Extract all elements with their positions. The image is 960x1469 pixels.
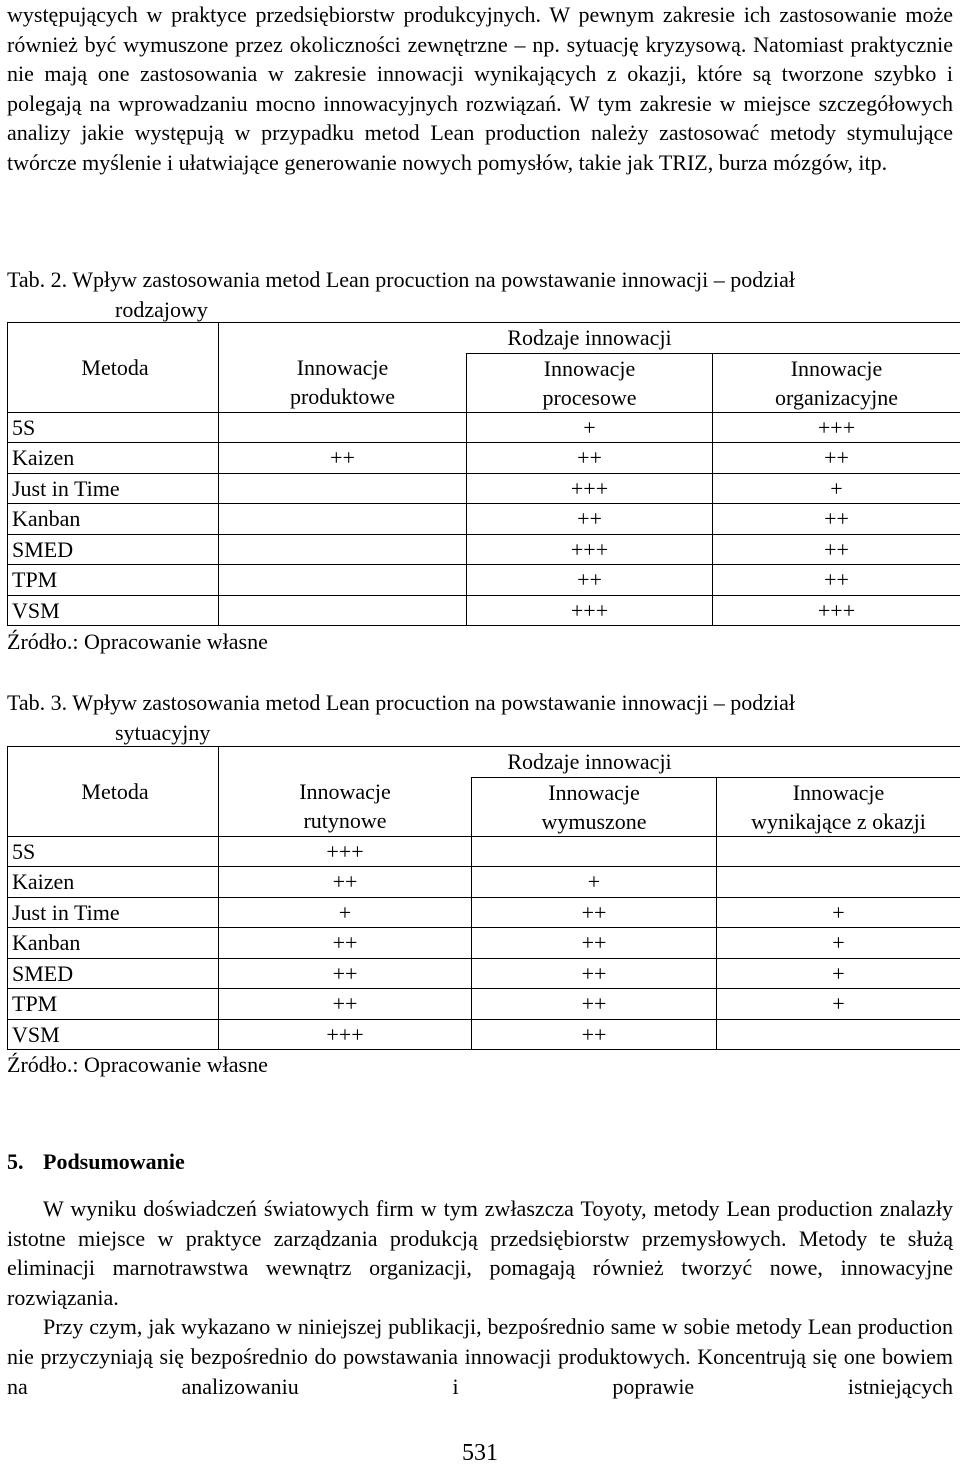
table2-method-kaizen: Kaizen	[8, 443, 219, 474]
table3-caption	[7, 688, 953, 748]
table3-caption-line1: Tab. 3. Wpływ zastosowania metod Lean procuction na powstawanie innowacji – podział	[7, 690, 795, 715]
table3-cell: +	[717, 989, 960, 1020]
table-row	[8, 534, 960, 565]
table3-cell: ++	[472, 1019, 717, 1050]
table2-method-smed: SMED	[8, 534, 219, 565]
table2-cell: ++	[713, 534, 960, 565]
table2-cell: ++	[467, 443, 713, 474]
table3-cell: ++	[219, 958, 472, 989]
table2-col-header-2: Innowacje procesowe	[467, 353, 713, 412]
table2-cell: +++	[713, 412, 960, 443]
section-title: Podsumowanie	[43, 1149, 185, 1174]
table2-method-5s: 5S	[8, 412, 219, 443]
table2-cell: ++	[713, 565, 960, 596]
table-row	[8, 412, 960, 443]
table2-cell: ++	[467, 504, 713, 535]
table3-cell	[717, 1019, 960, 1050]
table2-cell: ++	[467, 565, 713, 596]
table-row	[8, 867, 960, 898]
table2-method-vsm: VSM	[8, 595, 219, 626]
table3-method-header: Metoda	[8, 747, 219, 837]
table3-cell: +	[219, 897, 472, 928]
table-row	[8, 989, 960, 1020]
table2-caption-line2: rodzajowy	[115, 297, 208, 322]
table2-cell: +++	[467, 595, 713, 626]
table2-method-kanban: Kanban	[8, 504, 219, 535]
table-row	[8, 443, 960, 474]
table2-cell: +	[467, 412, 713, 443]
summary-paragraph-2: Przy czym, jak wykazano w niniejszej publikacji, bezpośrednio same w sobie metody Lean production nie przyczyniają się bezpośrednio do powstawania innowacji produktowych. Koncentrują się one bowiem na analizowaniu i poprawie istniejących	[7, 1314, 953, 1399]
table3-method-vsm: VSM	[8, 1019, 219, 1050]
table3-cell: +	[472, 867, 717, 898]
table2-cell	[219, 504, 467, 535]
section-number: 5.	[7, 1149, 24, 1174]
table3-method-smed: SMED	[8, 958, 219, 989]
table3-method-tpm: TPM	[8, 989, 219, 1020]
intro-paragraph: występujących w praktyce przedsiębiorstw produkcyjnych. W pewnym zakresie ich zastosowanie może również być wymuszone przez okoliczności zewnętrzne – np. sytuację kryzysową. Natomiast praktycznie nie mają one zastosowania w zakresie innowacji wynikających z okazji, które są tworzone szybko i polegają na wprowadzaniu mocno innowacyjnych rozwiązań. W tym zakresie w miejsce szczegółowych analizy jakie występują w przypadku metod Lean production należy zastosować metody stymulujące twórcze myślenie i ułatwiające generowanie nowych pomysłów, takie jak TRIZ, burza mózgów, itp.	[7, 2, 953, 175]
table3-cell: ++	[472, 958, 717, 989]
table2-cell: +	[713, 473, 960, 504]
table3-cell: ++	[472, 989, 717, 1020]
table2-caption	[7, 265, 953, 325]
table3-cell: +	[717, 928, 960, 959]
table2-cell: ++	[219, 443, 467, 474]
table3	[7, 746, 960, 1050]
table-row	[8, 565, 960, 596]
table2-cell: ++	[713, 443, 960, 474]
table2	[7, 322, 960, 626]
table2-cell: +++	[713, 595, 960, 626]
table2-col-header-1: Innowacje produktowe	[219, 353, 467, 412]
table2-cell: +++	[467, 534, 713, 565]
table2-cell	[219, 412, 467, 443]
table-row	[8, 958, 960, 989]
table3-cell: +	[717, 897, 960, 928]
table-row	[8, 473, 960, 504]
table-row	[8, 928, 960, 959]
page-number: 531	[462, 1440, 498, 1466]
summary-text	[7, 1194, 953, 1401]
table-row	[8, 595, 960, 626]
table3-cell	[717, 867, 960, 898]
table2-col-header-3: Innowacje organizacyjne	[713, 353, 960, 412]
table2-cell	[219, 565, 467, 596]
table2-cell	[219, 473, 467, 504]
table3-method-kanban: Kanban	[8, 928, 219, 959]
table-row	[8, 1019, 960, 1050]
table2-group-header: Rodzaje innowacji	[219, 323, 960, 354]
table3-method-5s: 5S	[8, 836, 219, 867]
table-row	[8, 504, 960, 535]
table2-cell	[219, 595, 467, 626]
table2-method-tpm: TPM	[8, 565, 219, 596]
table2-method-header: Metoda	[8, 323, 219, 413]
table3-source: Źródło.: Opracowanie własne	[7, 1052, 268, 1077]
table3-cell	[472, 836, 717, 867]
table3-cell: +++	[219, 1019, 472, 1050]
table3-method-jit: Just in Time	[8, 897, 219, 928]
table3-cell: ++	[219, 928, 472, 959]
table3-cell	[717, 836, 960, 867]
table2-cell: ++	[713, 504, 960, 535]
table3-cell: +++	[219, 836, 472, 867]
table-row	[8, 836, 960, 867]
section-heading	[7, 1148, 185, 1176]
table2-cell	[219, 534, 467, 565]
table3-cell: ++	[472, 897, 717, 928]
table2-cell: +++	[467, 473, 713, 504]
table3-cell: +	[717, 958, 960, 989]
table3-cell: ++	[219, 989, 472, 1020]
table3-cell: ++	[219, 867, 472, 898]
table3-col-header-1: Innowacje rutynowe	[219, 777, 472, 836]
table3-caption-line2: sytuacyjny	[115, 720, 211, 745]
table2-caption-line1: Tab. 2. Wpływ zastosowania metod Lean procuction na powstawanie innowacji – podział	[7, 267, 795, 292]
summary-paragraph-1: W wyniku doświadczeń światowych firm w tym zwłaszcza Toyoty, metody Lean production znalazły istotne miejsce w praktyce zarządzania produkcją przedsiębiorstw przemysłowych. Metody te służą eliminacji marnotrawstwa wewnątrz organizacji, pomagają również tworzyć nowe, innowacyjne rozwiązania.	[7, 1196, 953, 1310]
table3-method-kaizen: Kaizen	[8, 867, 219, 898]
table3-group-header: Rodzaje innowacji	[219, 747, 960, 778]
table3-cell: ++	[472, 928, 717, 959]
table2-source: Źródło.: Opracowanie własne	[7, 629, 268, 654]
table3-col-header-2: Innowacje wymuszone	[472, 777, 717, 836]
table3-col-header-3: Innowacje wynikające z okazji	[717, 777, 960, 836]
table-row	[8, 897, 960, 928]
table2-method-jit: Just in Time	[8, 473, 219, 504]
